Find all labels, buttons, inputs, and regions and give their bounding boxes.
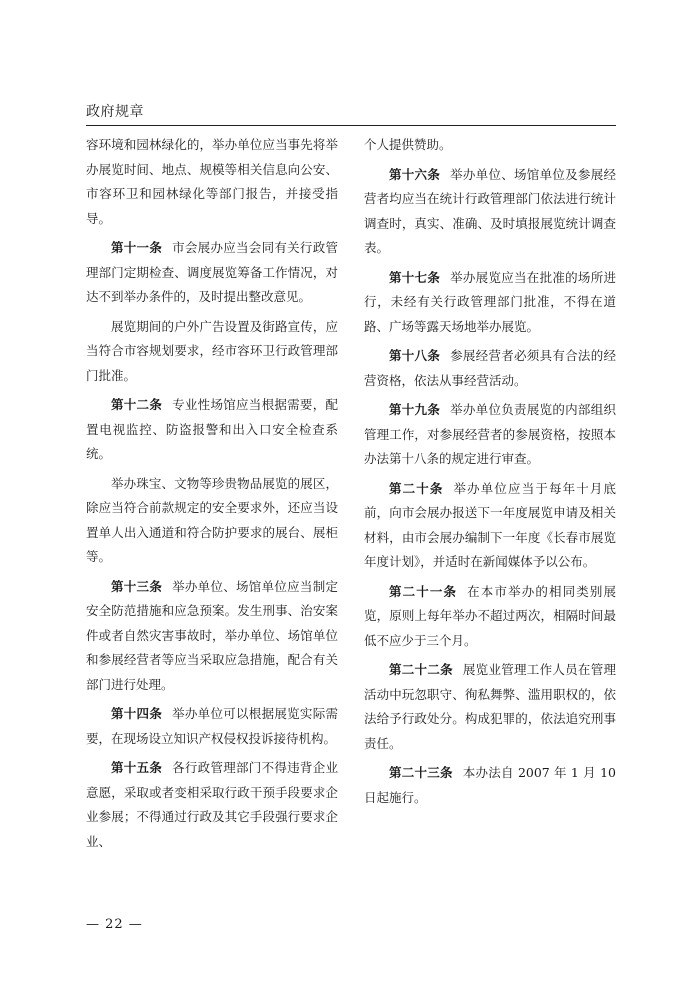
paragraph (364, 580, 616, 654)
right-text-column (364, 133, 616, 815)
paragraph (364, 477, 616, 575)
paragraph-text: 举办单位可以根据展览实际需要，在现场设立知识产权侵权投诉接待机构。 (86, 706, 338, 746)
article-number: 第十二条 (111, 397, 163, 412)
paragraph (364, 163, 616, 261)
article-number: 第十三条 (111, 578, 163, 594)
left-text-column (86, 133, 338, 859)
paragraph (364, 761, 616, 810)
article-number: 第二十二条 (389, 662, 453, 677)
article-number: 第十九条 (389, 402, 441, 417)
article-number: 第十一条 (111, 240, 163, 255)
paragraph (86, 133, 338, 231)
paragraph (86, 393, 338, 467)
page-header-title: 政府规章 (86, 104, 144, 120)
paragraph-text: 举办单位负责展览的内部组织管理工作，对参展经营者的参展资格，按照本办法第十八条的规定进行审查。 (364, 402, 616, 466)
paragraph (364, 133, 616, 158)
page-number: — 22 — (86, 917, 143, 932)
paragraph-text: 本办法自 2007 年 1 月 10 日起施行。 (364, 765, 616, 805)
article-number: 第二十条 (389, 480, 444, 496)
paragraph (364, 658, 616, 756)
paragraph-text: 展览业管理工作人员在管理活动中玩忽职守、徇私舞弊、滥用职权的，依法给予行政处分。构成犯罪的，依法追究刑事责任。 (364, 662, 616, 751)
paragraph-text: 市会展办应当会同有关行政管理部门定期检查、调度展览筹备工作情况，对达不到举办条件的，及时提出整改意见。 (86, 240, 338, 304)
paragraph (86, 236, 338, 310)
header-divider (86, 125, 616, 126)
paragraph-text: 参展经营者必须具有合法的经营资格，依法从事经营活动。 (364, 348, 616, 388)
article-number: 第十八条 (389, 348, 441, 363)
paragraph (364, 266, 616, 340)
article-number: 第二十三条 (389, 765, 453, 780)
paragraph-text: 容环境和园林绿化的，举办单位应当事先将举办展览时间、地点、规模等相关信息向公安、市容环卫和园林绿化等部门报告，并接受指导。 (86, 137, 338, 226)
paragraph-text: 举办单位应当于每年十月底前，向市会展办报送下一年度展览申请及相关材料，由市会展办编制下一年度《长春市展览年度计划》，并适时在新闻媒体予以公布。 (364, 480, 616, 569)
paragraph (364, 398, 616, 472)
paragraph-text: 展览期间的户外广告设置及街路宣传，应当符合市容规划要求，经市容环卫行政管理部门批准。 (86, 318, 338, 383)
article-number: 第二十一条 (389, 583, 458, 599)
paragraph (86, 315, 338, 389)
paragraph (86, 472, 338, 570)
article-number: 第十六条 (389, 166, 441, 182)
paragraph-text: 举办展览应当在批准的场所进行，未经有关行政管理部门批准，不得在道路、广场等露天场地举办展览。 (364, 269, 616, 334)
paragraph-text: 举办单位、场馆单位应当制定安全防范措施和应急预案。发生刑事、治安案件或者自然灾害事故时，举办单位、场馆单位和参展经营者等应当采取应急措施，配合有关部门进行处理。 (86, 578, 338, 692)
paragraph (86, 756, 338, 854)
article-number: 第十五条 (111, 760, 163, 775)
paragraph-text: 举办单位、场馆单位及参展经营者均应当在统计行政管理部门依法进行统计调查时，真实、准确、及时填报展览统计调查表。 (364, 166, 616, 255)
paragraph-text: 举办珠宝、文物等珍贵物品展览的展区，除应当符合前款规定的安全要求外，还应当设置单人出入通道和符合防护要求的展台、展柜等。 (86, 475, 338, 564)
paragraph (86, 575, 338, 698)
paragraph (86, 702, 338, 751)
article-number: 第十四条 (111, 706, 163, 721)
paragraph-text: 各行政管理部门不得违背企业意愿，采取或者变相采取行政干预手段要求企业参展；不得通过行政及其它手段强行要求企业、 (86, 760, 338, 849)
paragraph-text: 在本市举办的相同类别展览，原则上每年举办不超过两次，相隔时间最低不应少于三个月。 (364, 583, 616, 648)
paragraph-text: 个人提供赞助。 (364, 137, 452, 152)
article-number: 第十七条 (389, 269, 441, 285)
paragraph (364, 344, 616, 393)
paragraph-text: 专业性场馆应当根据需要，配置电视监控、防盗报警和出入口安全检查系统。 (86, 397, 338, 461)
